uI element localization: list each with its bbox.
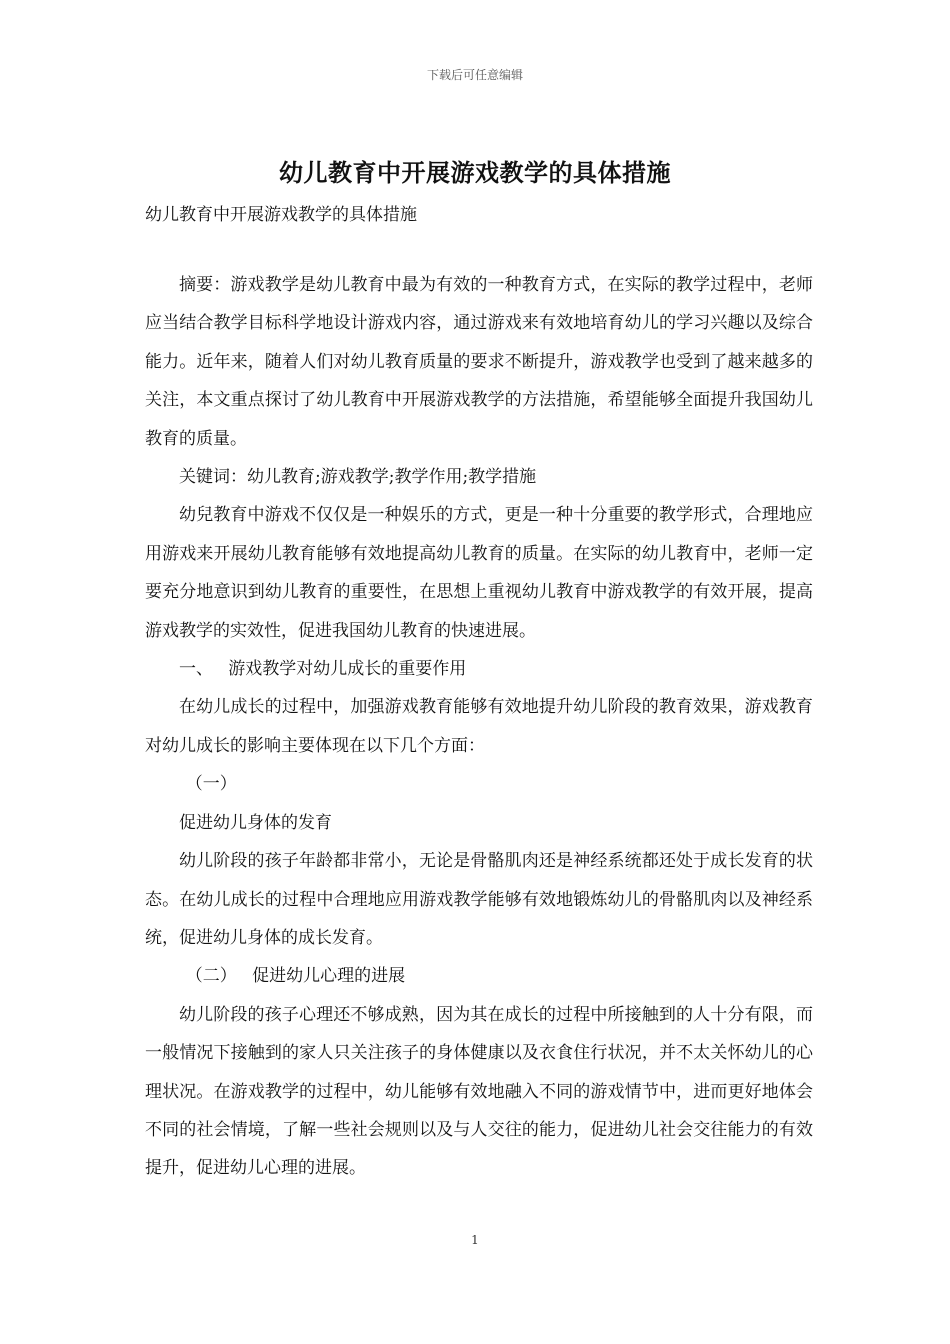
document-subtitle: 幼儿教育中开展游戏教学的具体措施: [145, 205, 417, 225]
page-number: 1: [471, 1233, 479, 1247]
subsection-1-title: 促进幼儿身体的发育: [179, 812, 332, 833]
section-1-title: 游戏教学对幼儿成长的重要作用: [228, 659, 467, 680]
subsection-2-title: 促进幼儿心理的进展: [252, 966, 406, 987]
section-1-heading: [145, 650, 813, 688]
keywords-paragraph: 关键词：幼儿教育;游戏教学;教学作用;教学措施: [179, 467, 537, 488]
section-1-number: 一、: [179, 659, 213, 680]
section-1-intro: 在幼儿成长的过程中，加强游戏教育能够有效地提升幼儿阶段的教育效果，游戏教育对幼儿成长的影响主要体现在以下几个方面：: [145, 697, 813, 756]
header-note: 下载后可任意编辑: [426, 68, 523, 82]
subsection-1-number: （一）: [185, 774, 237, 795]
abstract-paragraph: 摘要：游戏教学是幼儿教育中最为有效的一种教育方式，在实际的教学过程中，老师应当结合教学目标科学地设计游戏内容，通过游戏来有效地培育幼儿的学习兴趣以及综合能力。近年来，随着人们对幼儿教育质量的要求不断提升，游戏教学也受到了越来越多的关注，本文重点探讨了幼儿教育中开展游戏教学的方法措施，希望能够全面提升我国幼儿教育的质量。: [145, 275, 813, 449]
subsection-2-heading: [145, 957, 813, 995]
subsection-1-body: 幼儿阶段的孩子年龄都非常小，无论是骨骼肌肉还是神经系统都还处于成长发育的状态。在幼儿成长的过程中合理地应用游戏教学能够有效地锻炼幼儿的骨骼肌肉以及神经系统，促进幼儿身体的成长发育。: [145, 851, 813, 948]
document-title: 幼儿教育中开展游戏教学的具体措施: [279, 158, 671, 187]
intro-paragraph: 幼兒教育中游戏不仅仅是一种娱乐的方式，更是一种十分重要的教学形式，合理地应用游戏来开展幼儿教育能够有效地提高幼儿教育的质量。在实际的幼儿教育中，老师一定要充分地意识到幼儿教育的重要性，在思想上重视幼儿教育中游戏教学的有效开展，提高游戏教学的实效性，促进我国幼儿教育的快速进展。: [145, 505, 813, 641]
subsection-2-number: （二）: [185, 966, 237, 987]
subsection-2-body: 幼儿阶段的孩子心理还不够成熟，因为其在成长的过程中所接触到的人十分有限，而一般情况下接触到的家人只关注孩子的身体健康以及衣食住行状况，并不太关怀幼儿的心理状况。在游戏教学的过程中，幼儿能够有效地融入不同的游戏情节中，进而更好地体会不同的社会情境，了解一些社会规则以及与人交往的能力，促进幼儿社会交往能力的有效提升，促进幼儿心理的进展。: [145, 1004, 813, 1179]
document-body: [145, 266, 813, 1188]
